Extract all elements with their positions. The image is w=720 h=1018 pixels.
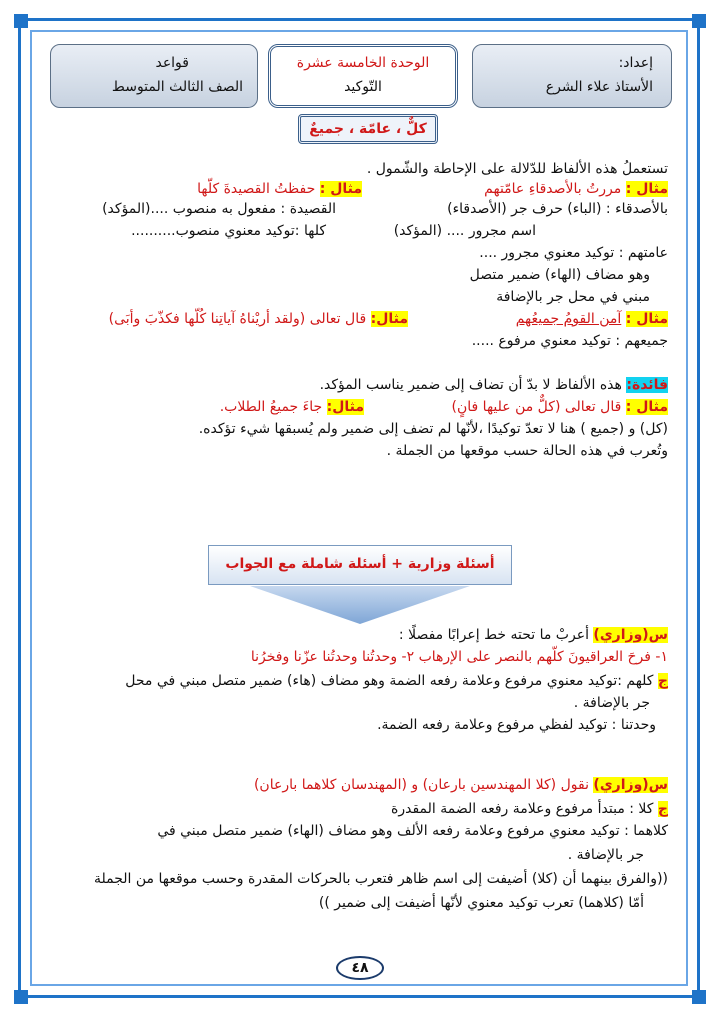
header-author-name: الأستاذ علاء الشرع — [545, 79, 653, 95]
parse-line: القصيدة : مفعول به منصوب ....(المؤكد) — [102, 201, 336, 217]
answer-line: جر بالإضافة . — [573, 695, 650, 711]
example-2-right — [516, 310, 668, 328]
example-1-right — [484, 180, 668, 198]
header-author-box — [472, 44, 672, 108]
answer-line: كلاهما : توكيد معنوي مرفوع وعلامة رفعه الألف وهو مضاف (الهاء) ضمير متصل مبني في — [157, 823, 668, 839]
example-label: مثال : — [625, 181, 668, 197]
header-subject-box — [50, 44, 258, 108]
parse-line: بالأصدقاء : (الباء) حرف جر (الأصدقاء) — [447, 201, 668, 217]
example-text: جاءَ جميعُ الطلاب. — [219, 399, 323, 415]
example-1-left — [197, 180, 362, 198]
answer-line: وحدتنا : توكيد لفظي مرفوع وعلامة رفعه الضمة. — [377, 717, 656, 733]
answer-line — [391, 800, 668, 818]
question-text: نقول (كلا المهندسين بارعان) و (المهندسان كلاهما بارعان) — [253, 777, 589, 793]
example-text: حفظتُ القصيدةَ كلّها — [197, 181, 316, 197]
question-text: أعربْ ما تحته خط إعرابًا مفصلًا : — [398, 627, 589, 643]
answer-line — [125, 672, 668, 690]
question-label: س(وزاري) — [593, 777, 668, 793]
example-2-left — [109, 310, 408, 328]
frame-corner — [14, 990, 28, 1004]
header-unit: الوحدة الخامسة عشرة — [296, 55, 430, 71]
header-topic: التّوكيد — [344, 79, 382, 95]
parse-line: عامتهم : توكيد معنوي مجرور .... — [479, 245, 668, 261]
header-subject: قواعد — [155, 55, 189, 71]
parse-line: وهو مضاف (الهاء) ضمير متصل — [469, 267, 650, 283]
question-label: س(وزاري) — [593, 627, 668, 643]
example-label: مثال: — [326, 399, 364, 415]
page-number — [336, 956, 384, 980]
question-sentence: ١- فرحَ العراقيونَ كلّهم بالنصر على الإرهاب ٢- وحدتُنا وحدتُنا عزّنا وفخرُنا — [250, 649, 668, 665]
example-text: قال تعالى (ولقد أريْناهُ آياتِنا كُلّها فكذّبَ وأبَى) — [108, 311, 367, 327]
note-example-left — [220, 398, 364, 416]
frame-corner — [692, 14, 706, 28]
answer-label: ج — [657, 801, 668, 817]
example-text: قال تعالى (كلٌّ من عليها فانٍ) — [451, 399, 622, 415]
answer-text: كلهم :توكيد معنوي مرفوع وعلامة رفعه الضمة وهو مضاف (هاء) ضمير متصل مبني في محل — [125, 673, 654, 689]
question-2 — [254, 776, 668, 794]
header-unit-box — [268, 44, 458, 108]
header-grade: الصف الثالث المتوسط — [111, 79, 243, 95]
parse-line: اسم مجرور .... (المؤكد) — [393, 223, 536, 239]
answer-line: ((والفرق بينهما أن (كلا) أضيفت إلى اسم ظاهر فتعرب بالحركات المقدرة وحسب موقعها من الجملة — [94, 871, 668, 887]
note-line — [320, 376, 668, 394]
note-line: (كل) و (جميع ) هنا لا تعدّ توكيدًا ،لأنّها لم تضف إلى ضمير ولم يُسبقها شيء تؤكده. — [198, 421, 668, 437]
parse-line: مبني في محل جر بالإضافة — [496, 289, 650, 305]
example-label: مثال : — [625, 311, 668, 327]
topic-title: كلٌّ ، عامّة ، جميعٌ — [309, 121, 427, 137]
answer-label: ج — [657, 673, 668, 689]
note-label: فائدة: — [626, 377, 668, 393]
section-title: أسئلة وزارية + أسئلة شاملة مع الجواب — [225, 556, 495, 572]
example-label: مثال : — [625, 399, 668, 415]
answer-text: كلا : مبتدأ مرفوع وعلامة رفعه الضمة المقدرة — [391, 801, 654, 817]
frame-corner — [14, 14, 28, 28]
down-arrow-icon — [250, 586, 470, 626]
header-author-label: إعداد: — [618, 55, 653, 71]
intro-text: تستعملُ هذه الألفاظ للدّلالة على الإحاطة والشّمول . — [366, 161, 668, 177]
note-example-right — [452, 398, 668, 416]
parse-line: كلها :توكيد معنوي منصوب.......... — [131, 223, 326, 239]
example-label: مثال: — [370, 311, 408, 327]
example-label: مثال : — [319, 181, 362, 197]
section-banner — [208, 545, 512, 585]
topic-title-box — [298, 114, 438, 144]
note-text: هذه الألفاظ لا بدّ أن تضاف إلى ضمير يناسب المؤكد. — [319, 377, 622, 393]
question-1 — [399, 626, 668, 644]
frame-corner — [692, 990, 706, 1004]
example-text: آمن القومُ جميعُهم — [515, 311, 622, 327]
answer-line: أمّا (كلاهما) تعرب توكيد معنوي لأنّها أضيفت إلى ضمير )) — [318, 895, 644, 911]
parse-line: جميعهم : توكيد معنوي مرفوع ..... — [471, 333, 668, 349]
page-number-text: ٤٨ — [351, 960, 369, 976]
answer-line: جر بالإضافة . — [567, 847, 644, 863]
example-text: مررتُ بالأصدقاءِ عامّتهم — [484, 181, 622, 197]
note-line: وتُعرب في هذه الحالة حسب موقعها من الجملة . — [386, 443, 668, 459]
